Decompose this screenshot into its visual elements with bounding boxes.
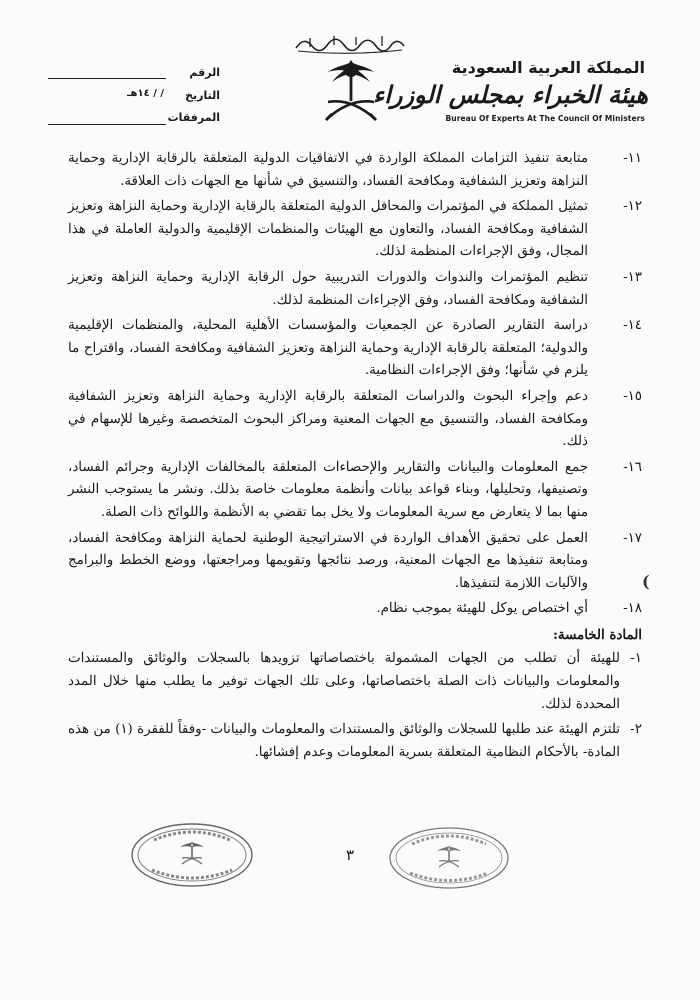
date-label: التاريخ	[185, 89, 220, 102]
item-number: ١٥-	[623, 388, 642, 404]
item-text: دعم وإجراء البحوث والدراسات المتعلقة بالرقابة الإدارية وحماية النزاهة وتعزيز الشفافية ومكافحة الفساد، والتنسيق مع الجهات المعنية ومراكز البحوث المتخصصة وغيرها للإسهام في ذلك.	[68, 388, 588, 450]
item-number: ١٢-	[623, 199, 642, 215]
official-seal-left	[130, 822, 254, 888]
item-number: ١٤-	[623, 318, 642, 334]
list-item	[68, 267, 642, 312]
organization-name-arabic: هيئة الخبراء بمجلس الوزراء	[372, 80, 648, 109]
item-text: للهيئة أن تطلب من الجهات المشمولة باختصاصاتها تزويدها بالسجلات والوثائق والمستندات والمعلومات والبيانات ذات الصلة باختصاصاتها، وعلى تلك الجهات توفير ما يطلب منها خلال المدد المحددة لذلك.	[68, 651, 620, 712]
article-item	[68, 648, 642, 716]
item-text: تنظيم المؤتمرات والندوات والدورات التدريبية حول الرقابة الإدارية وحماية النزاهة وتعزيز الشفافية ومكافحة الفساد، وفق الإجراءات المنظمة لذلك.	[68, 269, 588, 308]
item-number: ٢-	[630, 722, 642, 738]
reference-number-label: الرقم	[189, 66, 220, 79]
item-text: العمل على تحقيق الأهداف الواردة في الاستراتيجية الوطنية لحماية النزاهة ومكافحة الفساد، ومتابعة تنفيذها مع الجهات المعنية، ورصد نتائجها وتقويمها ومراجعتها، ووضع الخطط والبرامج والآليات اللازمة لتنفيذها.	[68, 530, 588, 591]
list-item	[68, 528, 642, 596]
item-text: تلتزم الهيئة عند طلبها للسجلات والوثائق والمستندات والمعلومات والبيانات -وفقاً للفقرة (١) من هذه المادة- بالأحكام النظامية المتعلقة بسرية المعلومات وعدم إفشائها.	[68, 722, 620, 760]
item-number: ١٣-	[623, 269, 642, 285]
organization-name-country: المملكة العربية السعودية	[451, 58, 645, 77]
margin-bracket-mark: (	[642, 572, 650, 591]
list-item	[68, 148, 642, 193]
attachments-line	[48, 124, 166, 125]
attachments-label: المرفقات	[167, 111, 220, 124]
article-item	[68, 719, 642, 764]
organization-name-english: Bureau Of Experts At The Council Of Ministers	[445, 114, 645, 123]
basmala-calligraphy	[290, 30, 410, 56]
reference-number-line	[48, 78, 166, 79]
item-text: متابعة تنفيذ التزامات المملكة الواردة في الاتفاقيات الدولية المتعلقة بالرقابة الإدارية وحماية النزاهة وتعزيز الشفافية ومكافحة الفساد، والتنسيق في شأنها مع الجهات ذات العلاقة.	[68, 151, 588, 189]
item-number: ١-	[630, 651, 642, 667]
list-item	[68, 598, 642, 621]
item-number: ١٦-	[623, 459, 642, 475]
item-number: ١٧-	[623, 530, 642, 546]
document-body	[68, 148, 642, 767]
item-text: أي اختصاص يوكل للهيئة بموجب نظام.	[376, 601, 588, 617]
list-item	[68, 457, 642, 525]
list-item	[68, 315, 642, 383]
article-heading: المادة الخامسة:	[552, 626, 642, 643]
list-item	[68, 196, 642, 264]
item-text: تمثيل المملكة في المؤتمرات والمحافل الدولية المتعلقة بالرقابة الإدارية وحماية النزاهة وتعزيز الشفافية ومكافحة الفساد، والتعاون مع الهيئات والمنظمات الإقليمية والدولية العاملة في هذا المجال، وفق الإجراءات المنظمة لذلك.	[68, 199, 588, 260]
item-number: ١٨-	[623, 601, 642, 617]
item-number: ١١-	[623, 151, 642, 166]
official-seal-right	[388, 826, 510, 890]
item-text: جمع المعلومات والبيانات والتقارير والإحصاءات المتعلقة بالمخالفات الإدارية وجرائم الفساد، وتصنيفها، وتحليلها، وبناء قواعد بيانات وأنظمة معلومات خاصة بذلك. ونشر ما يستوجب النشر منها بما لا يتعارض مع سرية المعلومات ولا يخل بما تقضي به الأنظمة واللوائح ذات الصلة.	[68, 459, 588, 520]
item-text: دراسة التقارير الصادرة عن الجمعيات والمؤسسات الأهلية المحلية، والمنظمات الإقليمية والدولية؛ المتعلقة بالرقابة الإدارية وحماية النزاهة وتعزيز الشفافية ومكافحة الفساد، واقتراح ما يلزم في شأنها؛ وفق الإجراءات النظامية.	[68, 318, 588, 379]
page-number: ٣	[346, 846, 355, 864]
palm-swords-emblem	[322, 56, 380, 126]
list-item	[68, 386, 642, 454]
date-value: / / ١٤هـ	[127, 88, 164, 99]
